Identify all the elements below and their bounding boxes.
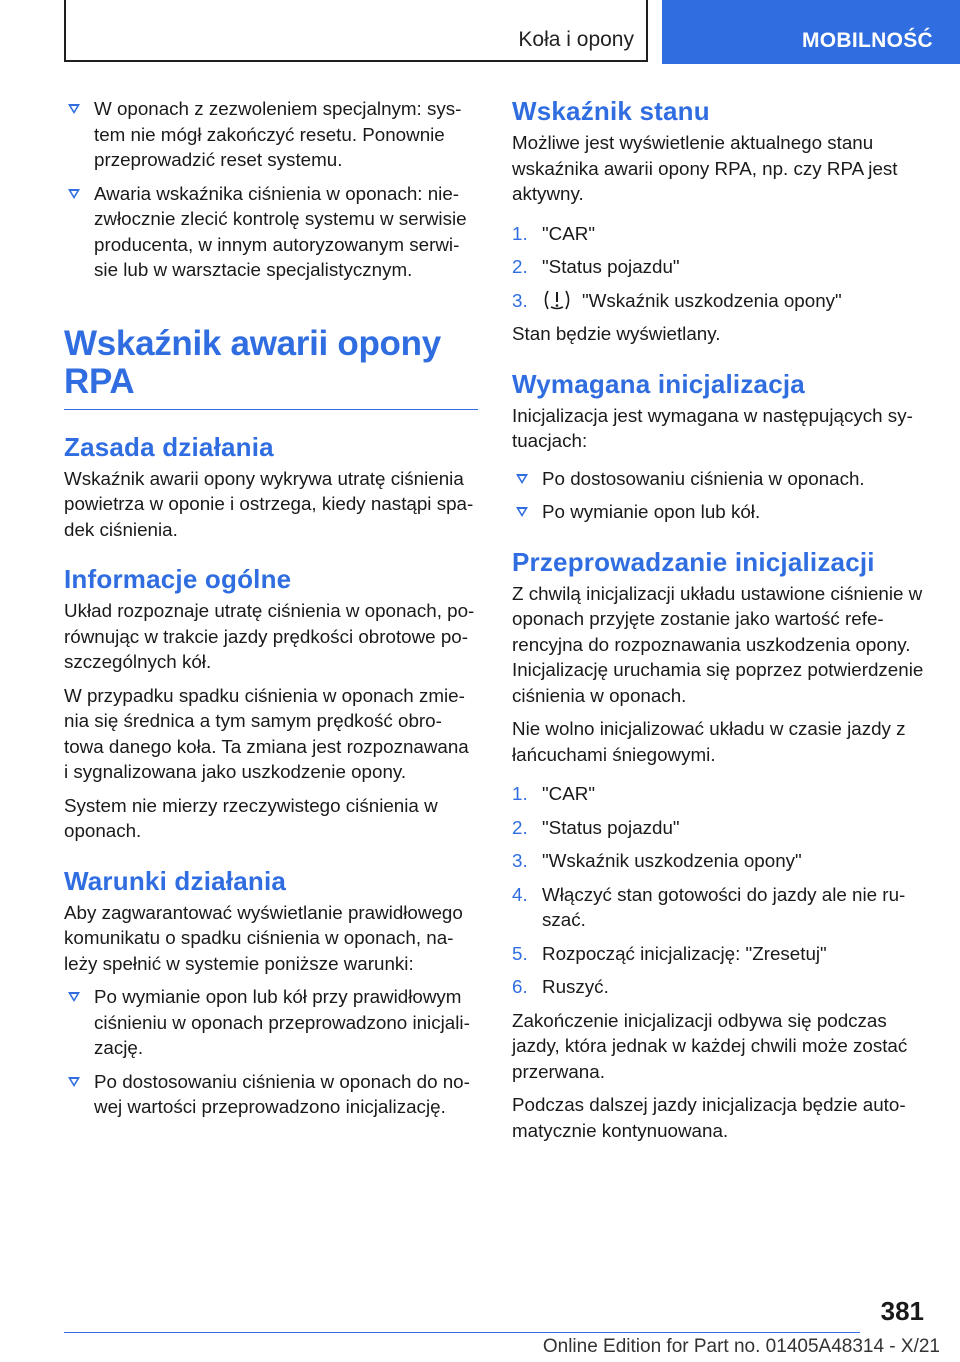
- list-item: Po dostosowaniu ciśnienia w oponach do no-wej wartości przeprowadzono inicjalizację.: [64, 1069, 478, 1120]
- paragraph: W przypadku spadku ciśnienia w oponach zmie-nia się średnica a tym samym prędkość obro-towa danego koła. Ta zmiana jest rozpoznawana i sygnalizowana jako uszkodzenie opony.: [64, 684, 469, 782]
- step-item: 3. "Wskaźnik uszkodzenia opony": [512, 289, 842, 311]
- section-heading-warunki: Warunki działania: [64, 865, 287, 896]
- paragraph: Możliwe jest wyświetlenie aktualnego stanu wskaźnika awarii opony RPA, np. czy RPA jest aktywny.: [512, 132, 898, 204]
- step-item: 2. "Status pojazdu": [512, 256, 680, 277]
- step-item: 5. Rozpocząć inicjalizację: "Zresetuj": [512, 942, 827, 964]
- list-item: Awaria wskaźnika ciśnienia w oponach: nie-zwłocznie zlecić kontrolę systemu w serwisie producenta, w innym autoryzowanym serwi-sie lub w warsztacie specjalistycznym.: [64, 181, 478, 283]
- tire-warning-icon: [542, 289, 572, 311]
- footer-divider: [64, 1332, 860, 1333]
- triangle-bullet-icon: [516, 507, 528, 517]
- footer-edition: Online Edition for Part no. 01405A48314 - X/21: [542, 1336, 940, 1357]
- paragraph: Nie wolno inicjalizować układu w czasie jazdy z łańcuchami śniegowymi.: [512, 718, 906, 765]
- section-heading-stan: Wskaźnik stanu: [512, 96, 710, 126]
- paragraph: Podczas dalszej jazdy inicjalizacja będzie auto-matycznie kontynuowana.: [512, 1094, 906, 1141]
- section-heading-zasada: Zasada działania: [64, 431, 274, 462]
- page-title: Wskaźnik awarii opony RPA: [64, 325, 478, 410]
- list-item: Po dostosowaniu ciśnienia w oponach.: [512, 466, 930, 492]
- list-item: W oponach z zezwoleniem specjalnym: sys-tem nie mógł zakończyć resetu. Ponownie przeprowadzić reset systemu.: [64, 96, 478, 173]
- triangle-bullet-icon: [68, 104, 80, 114]
- paragraph: Z chwilą inicjalizacji układu ustawione ciśnienie w oponach przyjęte zostanie jako wartość refe-rencyjna do rozpoznawania uszkodzenia opony. Inicjalizację uruchamia się poprzez potwierdzenie ciśnienia w oponach.: [512, 582, 924, 706]
- paragraph: Układ rozpoznaje utratę ciśnienia w oponach, po-równując w trakcie jazdy prędkości obrotowe po-szczególnych kół.: [64, 600, 475, 672]
- chapter-tab: MOBILNOŚĆ: [662, 0, 960, 64]
- triangle-bullet-icon: [68, 992, 80, 1002]
- triangle-bullet-icon: [68, 189, 80, 199]
- paragraph: Inicjalizacja jest wymagana w następujących sy-tuacjach:: [512, 404, 913, 451]
- step-item: 4. Włączyć stan gotowości do jazdy ale nie ru-szać.: [512, 883, 906, 930]
- paragraph: Wskaźnik awarii opony wykrywa utratę ciśnienia powietrza w oponie i ostrzega, kiedy nastąpi spa-dek ciśnienia.: [64, 467, 474, 540]
- paragraph: Stan będzie wyświetlany.: [512, 323, 721, 344]
- section-heading-przeprowadzanie: Przeprowadzanie inicjalizacji: [512, 546, 875, 577]
- step-item: 1. "CAR": [512, 783, 595, 804]
- step-item: 1. "CAR": [512, 222, 595, 244]
- left-column: [64, 96, 478, 1128]
- paragraph: Aby zagwarantować wyświetlanie prawidłowego komunikatu o spadku ciśnienia w oponach, na-leży spełnić w systemie poniższe warunki:: [64, 901, 463, 974]
- triangle-bullet-icon: [68, 1077, 80, 1087]
- step-item: 2. "Status pojazdu": [512, 816, 680, 838]
- list-item: Po wymianie opon lub kół przy prawidłowym ciśnieniu w oponach przeprowadzono inicjali-zację.: [64, 984, 478, 1061]
- paragraph: System nie mierzy rzeczywistego ciśnienia w oponach.: [64, 794, 438, 841]
- page-number: 381: [880, 1296, 924, 1326]
- step-item: 6. Ruszyć.: [512, 976, 609, 997]
- section-title: Koła i opony: [518, 28, 634, 51]
- step-item: 3. "Wskaźnik uszkodzenia opony": [512, 850, 802, 871]
- triangle-bullet-icon: [516, 474, 528, 484]
- section-heading-wymagana: Wymagana inicjalizacja: [512, 368, 805, 399]
- paragraph: Zakończenie inicjalizacji odbywa się podczas jazdy, która jednak w każdej chwili może zostać przerwana.: [512, 1009, 908, 1082]
- list-item: Po wymianie opon lub kół.: [512, 499, 930, 525]
- section-heading-informacje: Informacje ogólne: [64, 564, 292, 594]
- right-column: [512, 96, 930, 1151]
